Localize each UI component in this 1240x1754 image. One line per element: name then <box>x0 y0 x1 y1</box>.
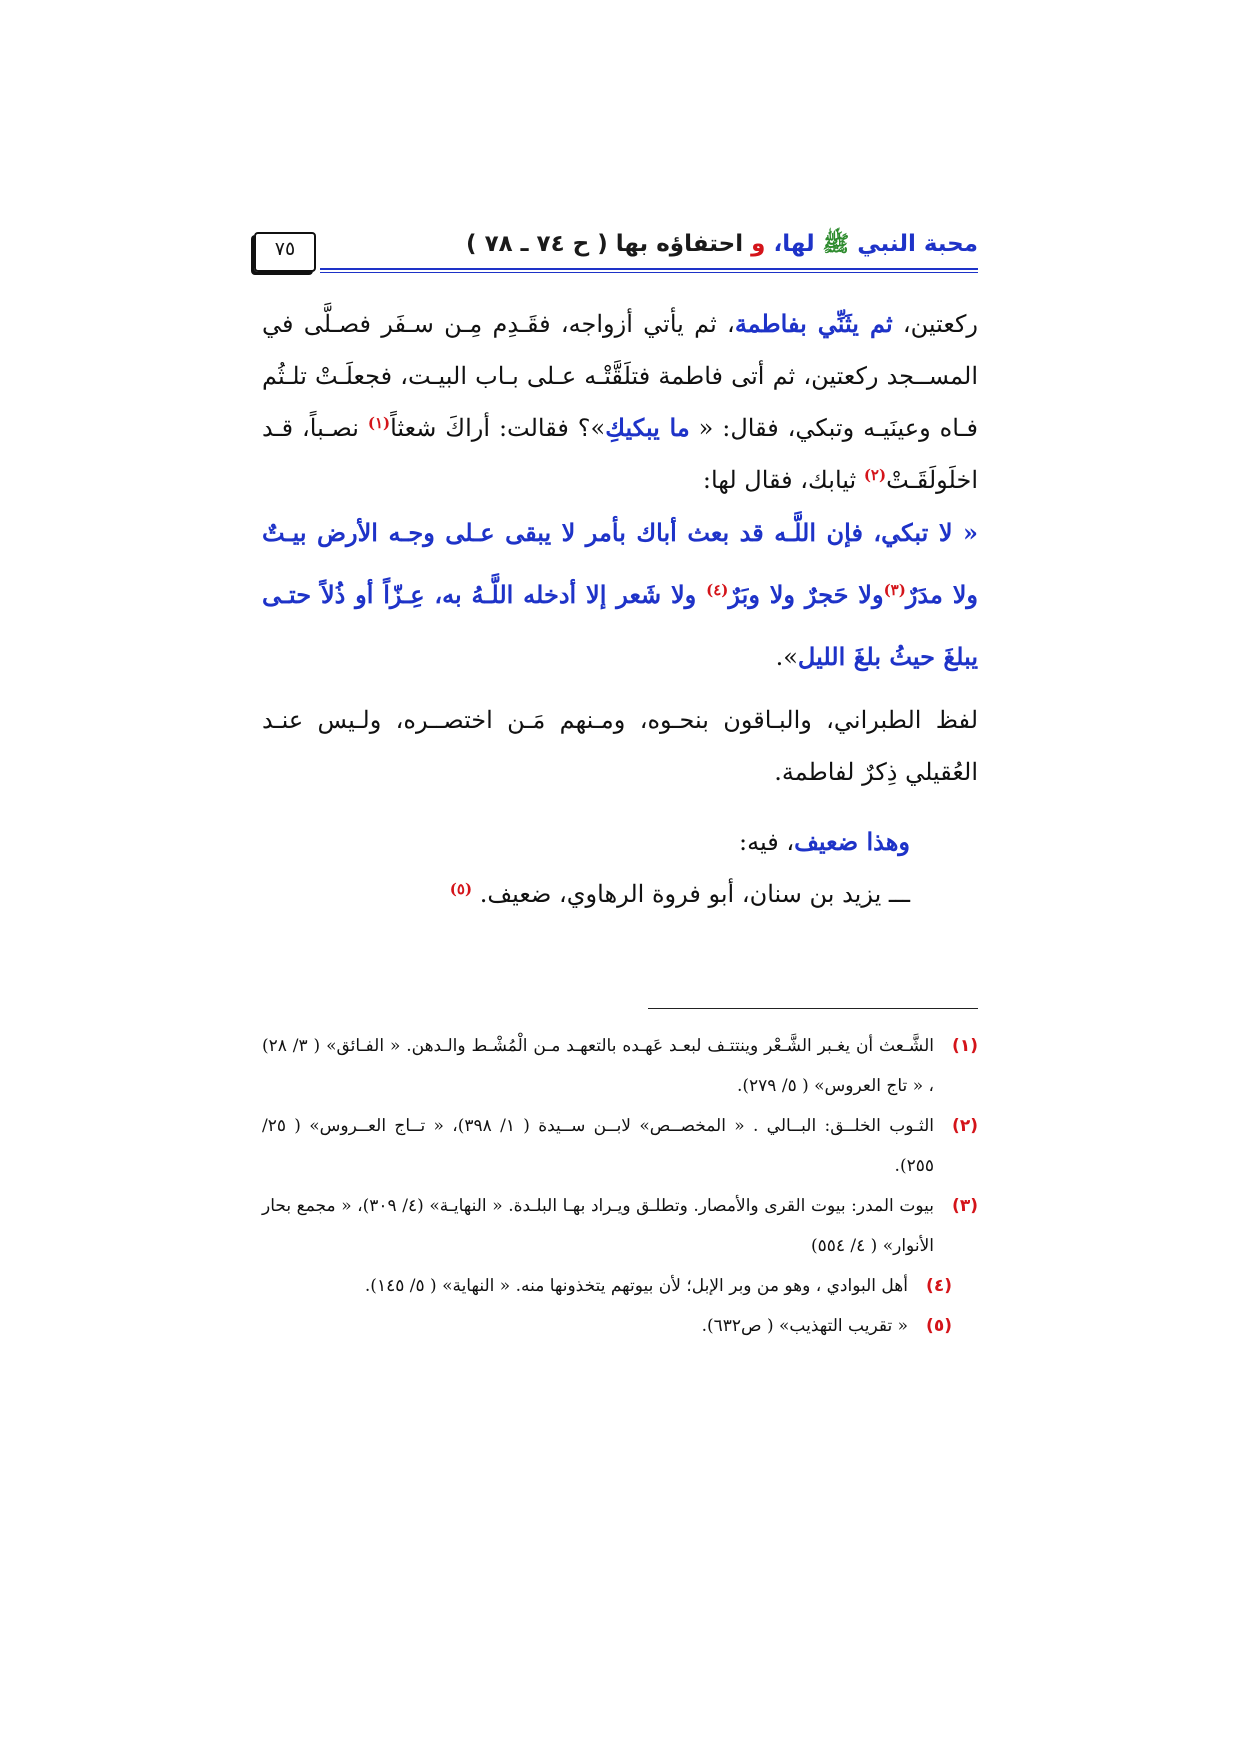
text-run: نصـباً، قـد اخلَولَقَـتْ <box>262 414 978 494</box>
text-run: »؟ فقالت: أراكَ شعثاً <box>390 414 606 442</box>
paragraph-hadith-quote <box>262 502 978 688</box>
running-header <box>248 228 978 274</box>
paragraph-commentary: لفظ الطبراني، والبـاقون بنحـوه، ومـنهم مَـن اختصــره، ولـيس عنـد العُقيلي ذِكرٌ لفاطمة. <box>262 706 978 786</box>
footnote <box>262 1306 978 1346</box>
footnotes <box>262 1026 978 1346</box>
grading-label: وهذا ضعيف <box>794 827 910 856</box>
text-run: ركعتين، <box>902 310 978 338</box>
footnote-ref: (١) <box>367 414 391 432</box>
footnote-ref: (٥) <box>449 880 473 898</box>
text-run: ثيابك، فقال لها: <box>702 466 864 494</box>
footnote-ref: (٢) <box>863 466 887 484</box>
page-number: ٧٥ <box>274 238 296 260</box>
salutation-glyph: ﷺ <box>822 232 850 257</box>
paragraph-narration <box>262 298 978 506</box>
footnote-number: (٥) <box>926 1316 952 1336</box>
highlight-phrase: ما يبكيكِ <box>605 413 690 442</box>
page-number-frame <box>254 232 316 272</box>
footnote-number: (٢) <box>952 1116 978 1136</box>
paragraph-grading <box>270 816 910 920</box>
quote-close: ». <box>775 643 798 671</box>
header-rule <box>320 268 978 273</box>
header-conj: و <box>751 231 766 257</box>
quote-run: « لا تبكي، فإن اللَّـه قد بعث أباك بأمر لا يبقى عـلى وجـه الأرض بيـتٌ ولا مدَرٌ <box>262 518 979 609</box>
footnote-ref: (٤) <box>706 581 729 599</box>
quote-run: ولا حَجرٌ ولا وبَرٌ <box>728 580 884 609</box>
text-run: ، فيه: <box>739 828 795 856</box>
highlight-phrase: ثم يثَنِّي بفاطمة <box>734 309 893 338</box>
text-run: ، ثم يأتي أزواجه، فقَـدِم مِـن سـفَر فصـلَّى في المســجد ركعتين، ثم أتى فاطمة فتلَقَّتْـه عـلى بـاب البيـت، فجعلَـتْ تلـثُم فـاه وعينَيـه وتبكي، فقال: « <box>262 310 979 442</box>
footnote-text: « تقريب التهذيب» ( ص٦٣٢). <box>701 1316 908 1336</box>
footnote-text: الثـوب الخلــق: البــالي . « المخصــص» لابــن ســيدة ( ١/ ٣٩٨)، « تــاج العــروس» ( ٢٥/ ٢٥٥). <box>262 1116 934 1176</box>
footnote-number: (٣) <box>952 1196 978 1216</box>
footnote <box>262 1186 978 1266</box>
narrator-line: ـــ يزيد بن سنان، أبو فروة الرهاوي، ضعيف. <box>479 880 910 908</box>
footnote-number: (١) <box>952 1036 978 1056</box>
quote-run: ولا شَعر إلا أدخله اللَّـهُ به، عِـزّاً أو ذُلاً حتـى يبلغَ حيثُ بلغَ الليل <box>262 580 978 671</box>
header-title-part3: احتفاؤه بها ( ح ٧٤ ـ ٧٨ ) <box>466 231 744 257</box>
footnote-text: الشَّـعث أن يغـبر الشَّـعْر وينتتـف لبعـد عَهـده بالتعهـد مـن الْمُشْـط والـدهن. « الفـائق» ( ٣/ ٢٨) ، « تاج العروس» ( ٥/ ٢٧٩). <box>262 1036 934 1096</box>
footnote <box>262 1106 978 1186</box>
footnote-number: (٤) <box>926 1276 952 1296</box>
header-title-part1: محبة النبي <box>857 231 978 257</box>
header-title-part2: لها، <box>773 231 815 257</box>
footnote-text: بيوت المدر: بيوت القرى والأمصار. وتطلـق ويـراد بهـا البلـدة. « النهايـة» (٤/ ٣٠٩)، « مجمع بحار الأنوار» ( ٤/ ٥٥٤) <box>262 1196 934 1256</box>
footnote <box>262 1026 978 1106</box>
header-title <box>466 230 978 262</box>
footnote <box>262 1266 978 1306</box>
footnote-divider <box>648 1008 978 1009</box>
footnote-text: أهل البوادي ، وهو من وبر الإبل؛ لأن بيوتهم يتخذونها منه. « النهاية» ( ٥/ ١٤٥). <box>364 1276 908 1296</box>
footnote-ref: (٣) <box>883 581 906 599</box>
